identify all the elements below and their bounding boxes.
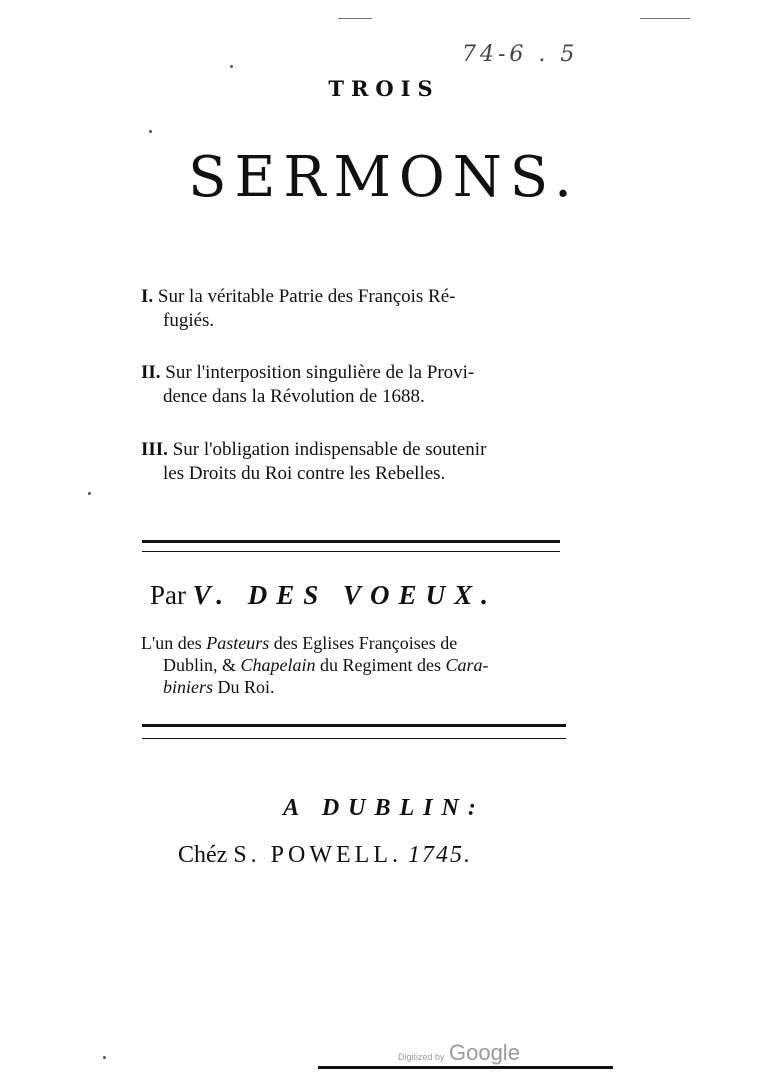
divider-rule [142,540,560,543]
top-rule-1 [338,18,372,19]
desc-text: Dublin, & [163,655,241,675]
sermon-line: dence dans la Révolution de 1688. [163,386,425,407]
desc-italic: Chapelain [240,655,316,675]
sermon-line: fugiés. [163,310,215,331]
printer-prefix: Chéz [178,842,228,868]
sermon-item-2 [141,361,566,409]
sermon-number: I. [141,286,154,307]
desc-italic: Cara- [445,655,489,675]
desc-text: du Regiment des [315,655,446,675]
divider-rule-thin [142,738,566,739]
sermon-line: Sur l'interposition singulière de la Provi- [165,362,475,383]
title-large: SERMONS. [188,145,580,210]
watermark-prefix: Digitized by [398,1052,445,1062]
sermon-item-3 [141,438,566,486]
handwritten-note: 74-6 . 5 [462,42,579,67]
desc-text: Du Roi. [213,677,275,697]
speck [230,65,233,68]
title-small: TROIS [328,76,440,101]
sermon-line: Sur la véritable Patrie des François Ré- [157,286,456,307]
sermon-line: les Droits du Roi contre les Rebelles. [163,463,446,484]
speck [149,130,152,133]
desc-text: L'un des [141,633,207,653]
digitized-watermark [398,1040,520,1066]
top-rule-2 [640,18,690,19]
author-name: V. DES VOEUX. [192,580,497,610]
sermon-item-1 [141,285,566,333]
desc-italic: Pasteurs [206,633,270,653]
author-prefix: Par [150,580,186,610]
sermon-number: III. [141,439,168,460]
speck [103,1056,106,1059]
printer-year: 1745. [407,842,472,868]
desc-text: des Eglises Françoises de [269,633,458,653]
imprint-printer [178,842,598,869]
divider-rule [142,724,566,727]
divider-rule-thin [142,551,560,552]
author-description [141,632,569,698]
sermon-number: II. [141,362,161,383]
google-logo: Google [448,1040,520,1065]
author-line [150,580,570,611]
speck [88,492,91,495]
imprint-place: A DUBLIN: [283,795,485,821]
desc-italic: biniers [163,677,214,697]
printer-name: S. POWELL. [233,842,402,868]
bottom-rule [318,1066,613,1069]
sermon-line: Sur l'obligation indispensable de soutenir [172,439,487,460]
